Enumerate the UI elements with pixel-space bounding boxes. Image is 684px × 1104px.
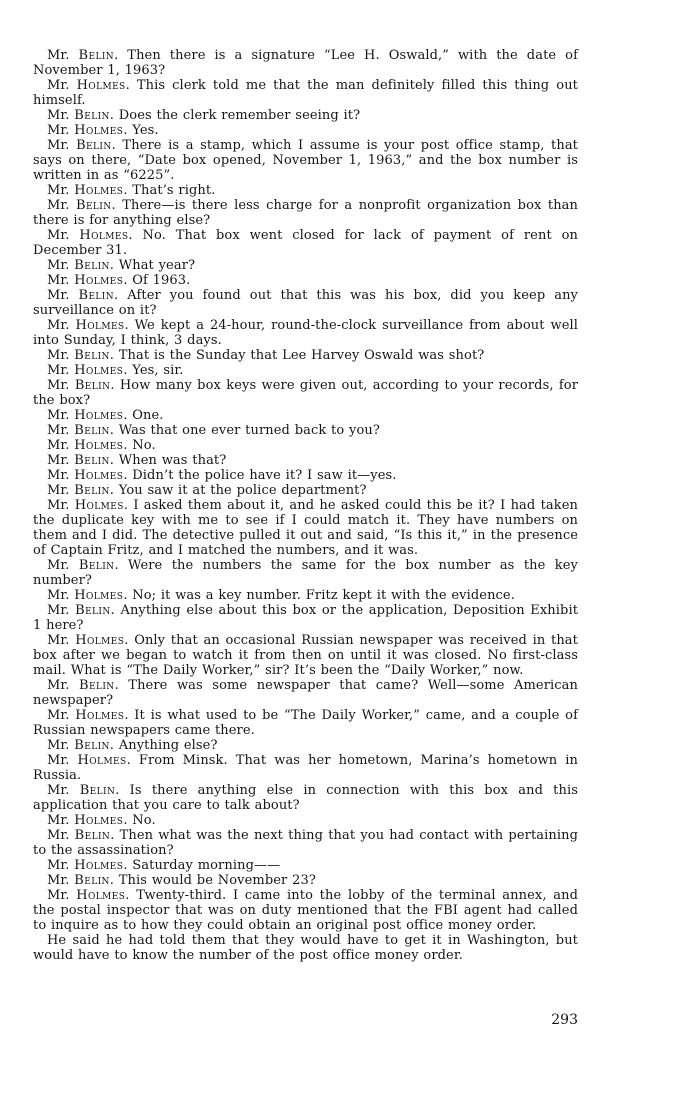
speaker-name: Belin [74,348,110,363]
speaker-prefix: Mr. [47,873,75,888]
speaker-suffix: . [123,408,133,423]
speaker-name: Holmes [74,813,124,828]
paragraph-text: No; it was a key number. Fritz kept it with the evidence. [132,588,515,603]
speaker-suffix: . [109,348,119,363]
speaker-suffix: . [109,423,119,438]
paragraph-text: Saturday morning—— [132,858,281,873]
speaker-prefix: Mr. [47,588,75,603]
transcript-paragraph [33,273,578,288]
speaker-suffix: . [110,378,120,393]
transcript-paragraph [33,828,578,858]
transcript-paragraph [33,783,578,813]
speaker-suffix: . [114,558,129,573]
speaker-name: Holmes [74,183,124,198]
paragraph-text: Was that one ever turned back to you? [118,423,380,438]
speaker-prefix: Mr. [47,858,75,873]
speaker-prefix: Mr. [47,783,80,798]
paragraph-text: Then what was the next thing that you had contact with pertaining to the assassination? [33,828,578,858]
transcript-paragraph [33,588,578,603]
speaker-prefix: Mr. [47,498,75,513]
transcript-paragraph [33,933,578,963]
speaker-prefix: Mr. [47,603,76,618]
speaker-suffix: . [109,483,119,498]
speaker-suffix: . [123,438,133,453]
transcript-paragraph [33,753,578,783]
speaker-prefix: Mr. [47,483,75,498]
paragraph-text: From Minsk. That was her hometown, Marina’s hometown in Russia. [33,753,578,783]
paragraph-text: He said he had told them that they would have to get it in Washington, but would have to know the number of the post office money order. [33,933,578,963]
speaker-suffix: . [125,888,137,903]
speaker-name: Holmes [75,633,125,648]
paragraph-text: This would be November 23? [118,873,316,888]
speaker-suffix: . [123,183,133,198]
speaker-prefix: Mr. [47,48,79,63]
speaker-suffix: . [114,678,129,693]
speaker-name: Belin [74,378,111,393]
speaker-name: Holmes [76,78,126,93]
paragraph-text: No. [132,813,156,828]
transcript-paragraph [33,453,578,468]
speaker-suffix: . [109,258,119,273]
transcript-paragraph [33,48,578,78]
paragraph-text: Of 1963. [132,273,191,288]
transcript-paragraph [33,678,578,708]
paragraph-text: After you found out that this was his box, did you keep any surveillance on it? [33,288,579,318]
speaker-prefix: Mr. [47,423,75,438]
transcript-paragraph [33,558,578,588]
speaker-prefix: Mr. [47,633,76,648]
transcript-paragraph [33,738,578,753]
speaker-suffix: . [123,813,133,828]
speaker-prefix: Mr. [47,558,79,573]
speaker-suffix: . [123,588,133,603]
speaker-name: Holmes [74,468,124,483]
transcript-paragraph [33,708,578,738]
speaker-name: Belin [79,783,116,798]
speaker-name: Belin [76,138,112,153]
transcript-paragraph [33,348,578,363]
speaker-name: Belin [74,828,111,843]
speaker-prefix: Mr. [47,198,76,213]
transcript-paragraph [33,483,578,498]
speaker-suffix: . [110,603,121,618]
paragraph-text: How many box keys were given out, according to your records, for the box? [33,378,579,408]
paragraph-text: Is there anything else in connection with this box and this application that you care to talk about? [33,783,578,813]
speaker-prefix: Mr. [47,138,77,153]
transcript-paragraph [33,423,578,438]
speaker-name: Holmes [74,273,124,288]
speaker-prefix: Mr. [47,813,75,828]
paragraph-text: Does the clerk remember seeing it? [118,108,361,123]
speaker-suffix: . [123,123,133,138]
transcript-paragraph [33,198,578,228]
speaker-name: Holmes [74,588,124,603]
speaker-suffix: . [124,708,135,723]
speaker-suffix: . [123,273,133,288]
speaker-prefix: Mr. [47,363,75,378]
speaker-name: Belin [78,48,115,63]
speaker-name: Holmes [77,753,127,768]
paragraph-text: There was some newspaper that came? Well—some American newspaper? [33,678,578,708]
speaker-name: Holmes [75,318,125,333]
speaker-suffix: . [111,198,123,213]
speaker-suffix: . [111,138,123,153]
transcript-paragraph [33,468,578,483]
transcript-paragraph [33,498,578,558]
paragraph-text: We kept a 24-hour, round-the-clock surveillance from about well into Sunday, I think, 3 days. [33,318,579,348]
paragraph-text: Yes. [132,123,159,138]
speaker-name: Holmes [74,438,124,453]
speaker-prefix: Mr. [47,678,80,693]
speaker-suffix: . [109,873,119,888]
speaker-prefix: Mr. [47,408,75,423]
speaker-suffix: . [109,108,119,123]
speaker-suffix: . [124,633,135,648]
speaker-prefix: Mr. [47,348,75,363]
paragraph-text: Then there is a signature “Lee H. Oswald,” with the date of November 1, 1963? [33,48,579,78]
speaker-prefix: Mr. [47,318,76,333]
speaker-name: Belin [74,108,110,123]
speaker-name: Belin [74,423,110,438]
speaker-prefix: Mr. [47,438,75,453]
transcript-paragraph [33,288,578,318]
speaker-suffix: . [126,753,139,768]
paragraph-text: There—is there less charge for a nonprofit organization box than there is for anything else? [33,198,579,228]
speaker-prefix: Mr. [47,753,78,768]
paragraph-text: Only that an occasional Russian newspaper was received in that box after we began to watch it from then on until it was closed. No first-class mail. What is “The Daily Worker,” sir? It’s been the “Daily Worker,” now. [33,633,578,678]
transcript-paragraph [33,633,578,678]
speaker-prefix: Mr. [47,453,75,468]
speaker-name: Belin [74,483,110,498]
speaker-name: Belin [74,738,110,753]
paragraph-text: What year? [118,258,196,273]
transcript-paragraph [33,183,578,198]
speaker-name: Belin [74,453,110,468]
speaker-prefix: Mr. [47,288,79,303]
speaker-name: Holmes [75,708,125,723]
speaker-prefix: Mr. [47,123,75,138]
speaker-prefix: Mr. [47,183,75,198]
speaker-suffix: . [114,48,128,63]
paragraph-text: Anything else? [118,738,218,753]
transcript-paragraph [33,813,578,828]
paragraph-text: That’s right. [132,183,216,198]
speaker-prefix: Mr. [47,273,75,288]
transcript-paragraph [33,888,578,933]
paragraph-text: No. That box went closed for lack of payment of rent on December 31. [33,228,578,258]
speaker-name: Holmes [74,363,124,378]
transcript-paragraph [33,228,578,258]
speaker-name: Belin [79,678,115,693]
speaker-prefix: Mr. [47,708,76,723]
paragraph-text: Twenty-third. I came into the lobby of the terminal annex, and the postal inspector that was on duty mentioned that the FBI agent had called to inquire as to how they could obtain an original post office money order. [33,888,578,933]
speaker-name: Holmes [74,498,124,513]
transcript-paragraph [33,78,578,108]
speaker-name: Holmes [76,888,126,903]
paragraph-text: No. [132,438,156,453]
speaker-prefix: Mr. [47,888,77,903]
speaker-name: Belin [74,873,110,888]
page-number: 293 [551,1012,578,1028]
speaker-name: Belin [74,258,110,273]
paragraph-text: When was that? [118,453,227,468]
speaker-suffix: . [123,858,133,873]
paragraph-text: You saw it at the police department? [118,483,367,498]
speaker-prefix: Mr. [47,78,77,93]
speaker-prefix: Mr. [47,828,75,843]
speaker-suffix: . [128,228,143,243]
paragraph-text: I asked them about it, and he asked could this be it? I had taken the duplicate key with me to see if I could match it. They have numbers on them and I did. The detective pulled it out and said, “Is this it,” in the presence of Captain Fritz, and I matched the numbers, and it was. [33,498,578,558]
transcript-paragraph [33,123,578,138]
transcript-paragraph [33,318,578,348]
transcript-paragraph [33,438,578,453]
speaker-name: Holmes [74,408,124,423]
speaker-name: Belin [75,198,112,213]
speaker-prefix: Mr. [47,108,75,123]
speaker-prefix: Mr. [47,258,75,273]
speaker-suffix: . [115,783,130,798]
page-footer [33,1012,578,1028]
speaker-prefix: Mr. [47,378,75,393]
paragraph-text: It is what used to be “The Daily Worker,” came, and a couple of Russian newspapers came there. [33,708,579,738]
transcript-paragraph [33,408,578,423]
speaker-name: Holmes [74,858,124,873]
speaker-suffix: . [110,828,120,843]
speaker-suffix: . [109,738,119,753]
paragraph-text: Didn’t the police have it? I saw it—yes. [132,468,397,483]
transcript-paragraph [33,138,578,183]
speaker-prefix: Mr. [47,228,80,243]
speaker-suffix: . [114,288,128,303]
speaker-suffix: . [123,468,133,483]
speaker-suffix: . [109,453,119,468]
speaker-suffix: . [123,498,134,513]
speaker-name: Belin [78,558,115,573]
paragraph-text: Yes, sir. [132,363,184,378]
speaker-name: Holmes [74,123,124,138]
speaker-suffix: . [125,78,137,93]
transcript-paragraph [33,108,578,123]
transcript [33,48,578,963]
transcript-paragraph [33,378,578,408]
paragraph-text: Were the numbers the same for the box number as the key number? [33,558,578,588]
transcript-paragraph [33,873,578,888]
paragraph-text: This clerk told me that the man definitely filled this thing out himself. [33,78,578,108]
speaker-prefix: Mr. [47,738,75,753]
speaker-name: Belin [75,603,111,618]
transcript-paragraph [33,858,578,873]
speaker-suffix: . [124,318,135,333]
transcript-paragraph [33,258,578,273]
transcript-paragraph [33,363,578,378]
paragraph-text: There is a stamp, which I assume is your post office stamp, that says on there, “Date box opened, November 1, 1963,” and the box number is written in as “6225”. [33,138,579,183]
paragraph-text: Anything else about this box or the application, Deposition Exhibit 1 here? [33,603,579,633]
speaker-suffix: . [123,363,133,378]
speaker-prefix: Mr. [47,468,75,483]
transcript-paragraph [33,603,578,633]
speaker-name: Belin [78,288,115,303]
paragraph-text: That is the Sunday that Lee Harvey Oswald was shot? [118,348,485,363]
paragraph-text: One. [132,408,164,423]
speaker-name: Holmes [79,228,129,243]
